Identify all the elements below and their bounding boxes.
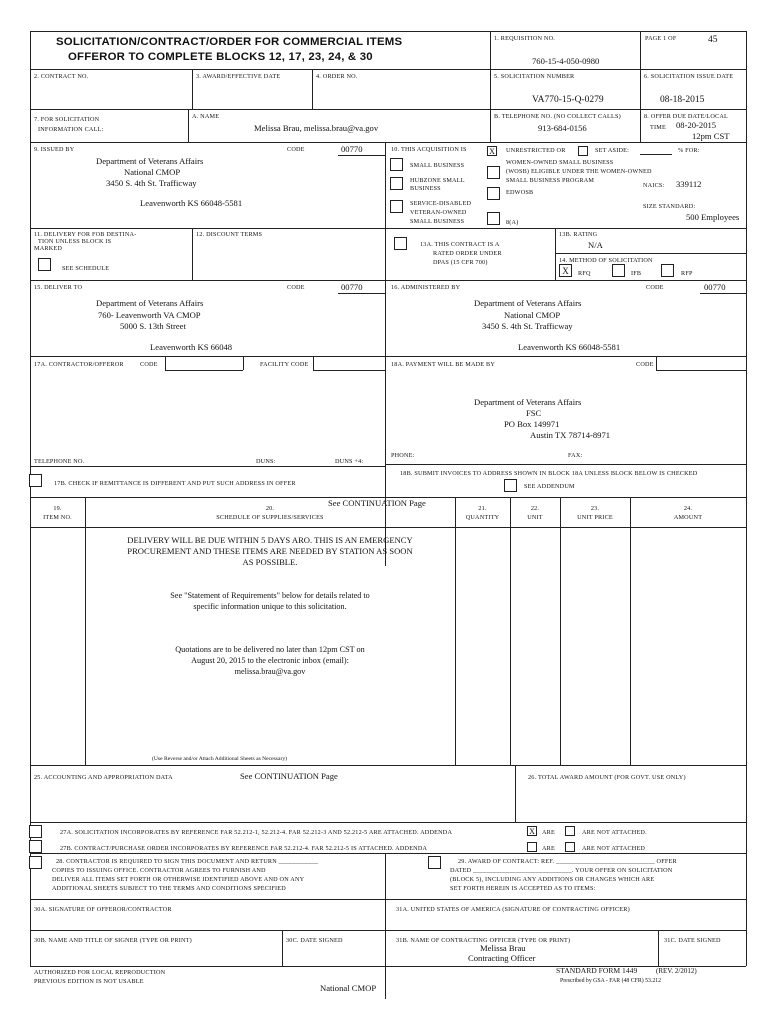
small-business-checkbox[interactable] xyxy=(390,158,403,171)
clause-29-line1: 29. AWARD OF CONTRACT: REF. ______________________________ OFFER xyxy=(458,858,677,865)
page-label: PAGE 1 OF xyxy=(645,35,677,42)
deliver-to-label: 15. DELIVER TO xyxy=(34,284,83,291)
clause-27b-checkbox[interactable] xyxy=(29,840,42,853)
duns4-label: DUNS +4: xyxy=(335,458,364,465)
clause-27b: 27B. CONTRACT/PURCHASE ORDER INCORPORATES BY REFERENCE FAR 52.212-4. FAR 52.212-5 IS ATTACHED. ADDENDA xyxy=(60,845,428,852)
deliver-to-line2: 760- Leavenworth VA CMOP xyxy=(98,310,201,320)
hubzone-checkbox[interactable] xyxy=(390,177,403,190)
clause-29-line4: SET FORTH HEREIN IS ACCEPTED AS TO ITEMS: xyxy=(450,885,596,892)
form-title-line2: OFFEROR TO COMPLETE BLOCKS 12, 17, 23, 24, & 30 xyxy=(68,51,373,63)
solicitation-no-label: 5. SOLICITATION NUMBER xyxy=(494,73,575,80)
col-quantity-num: 21. xyxy=(478,505,487,512)
wosb-label-2: (WOSB) ELIGIBLE UNDER THE WOMEN-OWNED xyxy=(506,168,652,175)
contact-name-value[interactable]: Melissa Brau, melissa.brau@va.gov xyxy=(254,123,379,133)
page-total: 45 xyxy=(708,35,718,45)
clause-28-line1: 28. CONTRACTOR IS REQUIRED TO SIGN THIS DOCUMENT AND RETURN ____________ xyxy=(56,858,319,865)
clause-29-line2: DATED ______________________________. YOUR OFFER ON SOLICITATION xyxy=(450,867,673,874)
submit-invoices-label: 18B. SUBMIT INVOICES TO ADDRESS SHOWN IN BLOCK 18A UNLESS BLOCK BELOW IS CHECKED xyxy=(400,470,698,477)
wosb-label: WOMEN-OWNED SMALL BUSINESS xyxy=(506,159,614,166)
contract-no-label: 2. CONTRACT NO. xyxy=(34,73,89,80)
rfp-label: RFP xyxy=(681,270,693,277)
see-addendum-checkbox[interactable] xyxy=(504,479,517,492)
clause-27b-are-not-checkbox[interactable] xyxy=(565,842,575,852)
footer-prescribed: Prescribed by GSA - FAR (48 CFR) 53.212 xyxy=(560,978,662,984)
clause-27a-are-not: ARE NOT ATTACHED. xyxy=(582,829,647,836)
footer-authorized: AUTHORIZED FOR LOCAL REPRODUCTION xyxy=(34,969,166,976)
deliver-to-line1: Department of Veterans Affairs xyxy=(96,298,204,308)
offer-due-time-label: TIME xyxy=(650,124,666,131)
administered-by-line4: Leavenworth KS 66048-5581 xyxy=(518,342,621,352)
footer-form-name: STANDARD FORM 1449 xyxy=(556,966,638,975)
payment-line2: FSC xyxy=(526,408,542,418)
payment-line3: PO Box 149971 xyxy=(504,419,560,429)
see-schedule-label: SEE SCHEDULE xyxy=(62,265,110,272)
administered-by-label: 16. ADMINISTERED BY xyxy=(391,284,461,291)
clause-29-line3: (BLOCK 5), INCLUDING ANY ADDITIONS OR CHANGES WHICH ARE xyxy=(450,876,655,883)
clause-27a: 27A. SOLICITATION INCORPORATES BY REFERENCE FAR 52.212-1, 52.212-4. FAR 52.212-3 AND 52.212-5 ARE ATTACHED. ADDENDA xyxy=(60,829,453,836)
signer-name-label: 30B. NAME AND TITLE OF SIGNER (TYPE OR PRINT) xyxy=(34,937,192,944)
info-call-label-2: INFORMATION CALL: xyxy=(38,126,104,133)
col-amount: AMOUNT xyxy=(673,514,703,521)
offer-due-label: 8. OFFER DUE DATE/LOCAL xyxy=(644,113,729,120)
issued-by-line4: Leavenworth KS 66048-5581 xyxy=(140,198,243,208)
accounting-value[interactable]: See CONTINUATION Page xyxy=(240,771,338,781)
signer-date-label: 30C. DATE SIGNED xyxy=(286,937,343,944)
naics-label: NAICS: xyxy=(643,182,665,189)
rated-order-checkbox[interactable] xyxy=(394,237,407,250)
issue-date-value[interactable]: 08-18-2015 xyxy=(660,95,705,105)
size-standard-label: SIZE STANDARD: xyxy=(643,203,696,210)
issued-by-code-label: CODE xyxy=(287,146,305,153)
issued-by-label: 9. ISSUED BY xyxy=(34,146,75,153)
info-call-label: 7. FOR SOLICITATION xyxy=(34,116,100,123)
payment-fax-label: FAX: xyxy=(568,452,583,459)
delivery-fob-label-2: TION UNLESS BLOCK IS xyxy=(38,238,112,245)
deliver-to-code-label: CODE xyxy=(287,284,305,291)
payment-code-label: CODE xyxy=(636,361,654,368)
schedule-para3-line3[interactable]: melissa.brau@va.gov xyxy=(234,667,306,676)
requisition-label: 1. REQUISITION NO. xyxy=(494,35,556,42)
deliver-to-code[interactable]: 00770 xyxy=(341,282,363,292)
size-standard-value[interactable]: 500 Employees xyxy=(686,212,740,222)
ifb-checkbox[interactable] xyxy=(612,264,625,277)
col-item-no-num: 19. xyxy=(53,505,62,512)
small-business-label: SMALL BUSINESS xyxy=(410,162,465,169)
schedule-para1-line2: PROCUREMENT AND THESE ITEMS ARE NEEDED BY STATION AS SOON xyxy=(127,546,413,556)
schedule-continuation: See CONTINUATION Page xyxy=(328,498,426,508)
rated-order-label-2: RATED ORDER UNDER xyxy=(433,250,502,257)
form-title-line1: SOLICITATION/CONTRACT/ORDER FOR COMMERCIAL ITEMS xyxy=(56,36,403,48)
solicitation-no-value[interactable]: VA770-15-Q-0279 xyxy=(532,95,604,105)
telephone-label: B. TELEPHONE NO. (NO COLLECT CALLS) xyxy=(494,113,621,120)
unrestricted-label: UNRESTRICTED OR xyxy=(506,147,566,154)
contractor-label: 17A. CONTRACTOR/OFFEROR xyxy=(34,361,124,368)
deliver-to-line3: 5000 S. 13th Street xyxy=(120,321,186,331)
eight-a-checkbox[interactable] xyxy=(487,212,500,225)
sdvosb-checkbox[interactable] xyxy=(390,200,403,213)
rating-value[interactable]: N/A xyxy=(588,240,603,250)
see-addendum-label: SEE ADDENDUM xyxy=(524,483,575,490)
rated-order-label-3: DPAS (15 CFR 700) xyxy=(433,259,488,266)
col-schedule-num: 20. xyxy=(265,505,275,512)
remittance-checkbox[interactable] xyxy=(29,474,42,487)
col-unit-num: 22. xyxy=(530,505,540,512)
contact-name-label: A. NAME xyxy=(192,113,220,120)
clause-27b-are-checkbox[interactable] xyxy=(527,842,537,852)
sdvosb-label-2: VETERAN-OWNED xyxy=(410,209,467,216)
signature-offeror-label: 30A. SIGNATURE OF OFFEROR/CONTRACTOR xyxy=(34,906,172,913)
schedule-para3-line1: Quotations are to be delivered no later than 12pm CST on xyxy=(175,645,365,654)
wosb-label-3: SMALL BUSINESS PROGRAM xyxy=(506,177,595,184)
accounting-label: 25. ACCOUNTING AND APPROPRIATION DATA xyxy=(34,774,173,781)
rated-order-label: 13A. THIS CONTRACT IS A xyxy=(420,241,500,248)
signature-usa-label: 31A. UNITED STATES OF AMERICA (SIGNATURE OF CONTRACTING OFFICER) xyxy=(396,906,630,913)
duns-label: DUNS: xyxy=(256,458,276,465)
contracting-officer-label: 31B. NAME OF CONTRACTING OFFICER (TYPE OR PRINT) xyxy=(396,937,571,944)
col-unit: UNIT xyxy=(527,514,543,521)
sdvosb-label-3: SMALL BUSINESS xyxy=(410,218,465,225)
clause-29-checkbox[interactable] xyxy=(428,856,441,869)
issued-by-line1: Department of Veterans Affairs xyxy=(96,156,204,166)
unrestricted-checkbox[interactable]: X xyxy=(487,146,497,156)
rfp-checkbox[interactable] xyxy=(661,264,674,277)
col-item-no: ITEM NO. xyxy=(43,514,72,521)
issued-by-line2: National CMOP xyxy=(124,167,181,177)
order-no-label: 4. ORDER NO. xyxy=(316,73,358,80)
administered-by-code-label: CODE xyxy=(646,284,664,291)
see-schedule-checkbox[interactable] xyxy=(38,258,51,271)
clause-27a-checkbox[interactable] xyxy=(29,825,42,838)
schedule-para2-line2: specific information unique to this solicitation. xyxy=(193,602,347,611)
contracting-officer-title: Contracting Officer xyxy=(468,953,536,963)
col-unit-price: UNIT PRICE xyxy=(577,514,613,521)
reverse-note: (Use Reverse and/or Attach Additional Sheets as Necessary) xyxy=(152,756,287,762)
col-quantity: QUANTITY xyxy=(465,514,500,521)
edwosb-label: EDWOSB xyxy=(506,189,534,196)
sdvosb-label: SERVICE-DISABLED xyxy=(410,200,472,207)
payment-line1: Department of Veterans Affairs xyxy=(474,397,582,407)
total-award-label: 26. TOTAL AWARD AMOUNT (FOR GOVT. USE ONLY) xyxy=(528,774,686,781)
administered-by-line2: National CMOP xyxy=(504,310,561,320)
hubzone-label-2: BUSINESS xyxy=(410,185,441,192)
eight-a-label: 8(A) xyxy=(506,219,519,226)
naics-value[interactable]: 339112 xyxy=(676,179,702,189)
contracting-officer-name: Melissa Brau xyxy=(480,943,526,953)
issue-date-label: 6. SOLICITATION ISSUE DATE xyxy=(644,73,734,80)
administered-by-line1: Department of Veterans Affairs xyxy=(474,298,582,308)
telephone-value[interactable]: 913-684-0156 xyxy=(538,123,587,133)
edwosb-checkbox[interactable] xyxy=(487,187,500,200)
clause-27a-are: ARE xyxy=(542,829,555,836)
schedule-para1-line1: DELIVERY WILL BE DUE WITHIN 5 DAYS ARO. THIS IS AN EMERGENCY xyxy=(127,535,413,545)
clause-28-line4: ADDITIONAL SHEETS SUBJECT TO THE TERMS AND CONDITIONS SPECIFIED xyxy=(52,885,286,892)
administered-by-code[interactable]: 00770 xyxy=(704,282,726,292)
delivery-fob-label: 11. DELIVERY FOR FOB DESTINA- xyxy=(34,231,137,238)
wosb-checkbox[interactable] xyxy=(487,166,500,179)
clause-27b-are: ARE xyxy=(542,845,555,852)
rfq-label: RFQ xyxy=(578,270,591,277)
col-schedule: SCHEDULE OF SUPPLIES/SERVICES xyxy=(216,514,324,521)
clause-28-checkbox[interactable] xyxy=(29,856,42,869)
set-aside-label: SET ASIDE: xyxy=(595,147,630,154)
offer-due-time[interactable]: 12pm CST xyxy=(692,131,730,141)
col-amount-num: 24. xyxy=(683,505,693,512)
hubzone-label: HUBZONE SMALL xyxy=(410,177,465,184)
rfq-checkbox[interactable]: X xyxy=(559,264,572,277)
payment-line4: Austin TX 78714-8971 xyxy=(530,430,611,440)
footer-center-label: National CMOP xyxy=(320,983,377,993)
remittance-label: 17B. CHECK IF REMITTANCE IS DIFFERENT AND PUT SUCH ADDRESS IN OFFER xyxy=(54,480,296,487)
clause-28-line2: COPIES TO ISSUING OFFICE. CONTRACTOR AGREES TO FURNISH AND xyxy=(52,867,266,874)
clause-27a-are-checkbox[interactable]: X xyxy=(527,826,537,836)
telephone-no-label: TELEPHONE NO. xyxy=(34,458,85,465)
payment-phone-label: PHONE: xyxy=(391,452,415,459)
schedule-para1-line3: AS POSSIBLE. xyxy=(242,557,298,567)
discount-terms-label: 12. DISCOUNT TERMS xyxy=(196,231,263,238)
method-label: 14. METHOD OF SOLICITATION xyxy=(559,257,653,264)
rating-label: 13B. RATING xyxy=(559,231,598,238)
facility-code-label: FACILITY CODE xyxy=(260,361,309,368)
requisition-value[interactable]: 760-15-4-050-0980 xyxy=(532,56,600,66)
col-unit-price-num: 23. xyxy=(590,505,600,512)
footer-revision: (REV. 2/2012) xyxy=(656,967,697,975)
schedule-para3-line2: August 20, 2015 to the electronic inbox (email): xyxy=(191,656,349,665)
contractor-code-label: CODE xyxy=(140,361,158,368)
award-date-label: 3. AWARD/EFFECTIVE DATE xyxy=(196,73,281,80)
footer-previous-edition: PREVIOUS EDITION IS NOT USABLE xyxy=(34,978,144,985)
administered-by-line3: 3450 S. 4th St. Trafficway xyxy=(482,321,573,331)
issued-by-code[interactable]: 00770 xyxy=(341,144,363,154)
set-aside-checkbox[interactable] xyxy=(578,146,588,156)
officer-date-label: 31C. DATE SIGNED xyxy=(664,937,721,944)
delivery-fob-label-3: MARKED xyxy=(34,245,63,252)
acquisition-label: 10. THIS ACQUISITION IS xyxy=(391,146,467,153)
percent-for-label: % FOR: xyxy=(678,147,700,154)
clause-27b-are-not: ARE NOT ATTACHED xyxy=(582,845,646,852)
payment-label: 18A. PAYMENT WILL BE MADE BY xyxy=(391,361,496,368)
schedule-para2-line1: See "Statement of Requirements" below for details related to xyxy=(170,591,370,600)
ifb-label: IFB xyxy=(631,270,642,277)
offer-due-date[interactable]: 08-20-2015 xyxy=(676,120,717,130)
deliver-to-line4: Leavenworth KS 66048 xyxy=(150,342,233,352)
issued-by-line3: 3450 S. 4th St. Trafficway xyxy=(106,178,197,188)
clause-28-line3: DELIVER ALL ITEMS SET FORTH OR OTHERWISE IDENTIFIED ABOVE AND ON ANY xyxy=(52,876,305,883)
clause-27a-are-not-checkbox[interactable] xyxy=(565,826,575,836)
